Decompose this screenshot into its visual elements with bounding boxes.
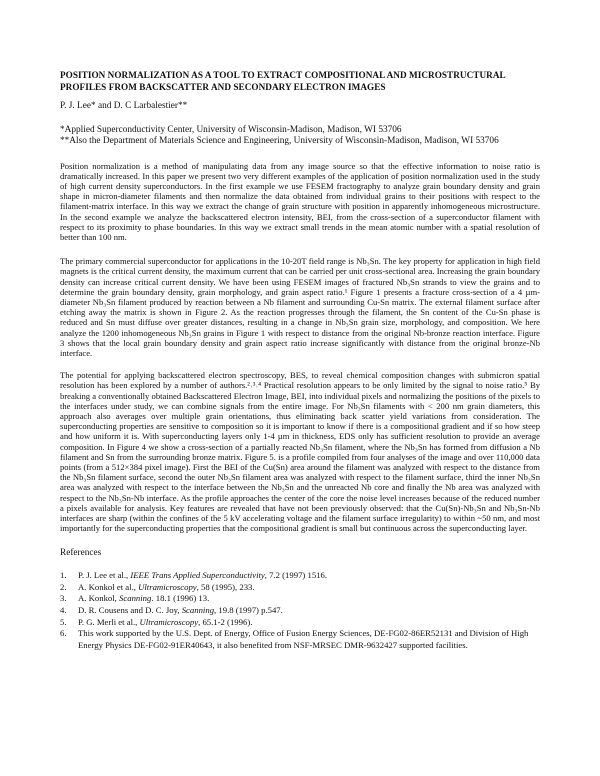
reference-journal: Ultramicroscopy: [138, 581, 197, 592]
author-line: P. J. Lee* and D. C Larbalestier**: [60, 101, 188, 111]
reference-item: [60, 593, 540, 604]
affiliation-2: **Also the Department of Materials Science and Engineering, University of Wisconsin-Madison, Madison, WI 53706: [60, 136, 499, 146]
reference-item: [60, 617, 540, 628]
reference-authors: P. G. Merli et al.,: [78, 616, 140, 627]
reference-acknowledgement: This work supported by the U.S. Dept. of Energy, Office of Fusion Energy Sciences, DE-FG02-86ER52131 and Division of High Energy Physics DE-FG02-91ER40643, it also benefited from NSF-MRSEC DMR-9632427 supported facilities.: [78, 628, 529, 650]
reference-details: , 58 (1995), 233.: [196, 581, 255, 592]
reference-item: [60, 628, 540, 650]
reference-number: 1.: [60, 569, 67, 580]
reference-journal: Scanning: [181, 605, 215, 616]
reference-item: [60, 582, 540, 593]
reference-number: 4.: [60, 605, 67, 616]
affiliation-1: *Applied Superconductivity Center, University of Wisconsin-Madison, Madison, WI 53706: [60, 124, 402, 135]
body-paragraph-2: The potential for applying backscattered electron spectroscopy, BES, to reveal chemical composition changes with submicron spatial resolution has been explored by a number of authors.²˒³˒⁴ Practical resolution appears to be only limited by the signal to noise ratio.⁵ By breaking a conventionally obtained Backscattered Electron Image, BEI, into individual pixels and normalizing the positions of the pixels to the interfaces under study, we can combine signals from the entire image. For Nb₃Sn filaments with < 200 nm grain diameters, this approach also averages over multiple grain orientations, thus eliminating back scatter yield variations from consideration. The superconducting properties are sensitive to composition so it is important to know if there is a compositional gradient and if so how steep and how uniform it is. With superconducting layers only 1-4 µm in thickness, EDS only has sufficient resolution to provide an average composition. In Figure 4 we show a cross-section of a partially reacted Nb₃Sn filament, where the Nb₃Sn has formed from diffusion a Nb filament and Sn from the surrounding bronze matrix. Figure 5. is a profile compiled from four analyses of the image and over 110,000 data points (from a 512×384 pixel image). First the BEI of the Cu(Sn) area around the filament was analyzed with respect to the distance from the Nb₃Sn filament surface, second the outer Nb₃Sn filament area was analyzed with respect to the filament surface, third the inner Nb₃Sn area was analyzed with respect to the interface between the Nb₃Sn and the unreacted Nb core and finally the Nb area was analyzed with respect to the Nb₃Sn-Nb interface. As the profile approaches the center of the core the noise level increases because of the reduced number a pixels available for analysis. Key features are revealed that have not been previously observed: that the Cu(Sn)-Nb₃Sn and Nb₃Sn-Nb interfaces are sharp (within the confines of the 5 kV accelerating voltage and the filament surface irregularity) to within ~50 nm, and most importantly for the superconducting properties that the compositional gradient is small but continuous across the superconducting layer.: [60, 370, 540, 534]
reference-details: . 18.1 (1996) 13.: [151, 593, 210, 604]
reference-details: , 7.2 (1997) 1516.: [264, 569, 328, 580]
abstract: Position normalization is a method of manipulating data from any image source so that the effective information to noise ratio is dramatically increased. In this paper we present two very different examples of the application of position normalization used in the study of high current density superconductors. In the first example we use FESEM fractography to analyze grain boundary density and grain shape in micron-diameter filaments and then normalize the data obtained from individual grains to their positions with respect to the filament-matrix interface. In this way we extract the change of grain structure with position in apparently inhomogeneous microstructure. In the second example we analyze the backscattered electron intensity, BEI, from the cross-section of a superconductor filament with respect to its proximity to phase boundaries. In this way we extract small trends in the mean atomic number with a spatial resolution of better than 100 nm.: [60, 160, 540, 242]
reference-number: 2.: [60, 581, 67, 592]
reference-authors: D. R. Cousens and D. C. Joy,: [78, 605, 182, 616]
paper-title: POSITION NORMALIZATION AS A TOOL TO EXTRACT COMPOSITIONAL AND MICROSTRUCTURAL PROFILES FROM BACKSCATTER AND SECONDARY ELECTRON IMAGES: [60, 70, 506, 92]
reference-number: 6.: [60, 628, 67, 639]
references-heading: References: [60, 548, 102, 559]
reference-journal: IEEE Trans Applied Superconductivity: [130, 569, 265, 580]
reference-journal: Ultramicroscopy: [139, 616, 199, 627]
reference-item: [60, 570, 540, 581]
reference-details: , 19.8 (1997) p.547.: [214, 605, 283, 616]
reference-journal: Scanning: [119, 593, 152, 604]
reference-authors: P. J. Lee et al.,: [78, 569, 131, 580]
reference-number: 3.: [60, 593, 67, 604]
reference-number: 5.: [60, 616, 67, 627]
affiliations: [60, 125, 540, 148]
body-text: [60, 256, 540, 533]
reference-authors: A. Konkol et al.,: [78, 581, 139, 592]
reference-authors: A. Konkol,: [78, 593, 120, 604]
reference-item: [60, 605, 540, 616]
reference-details: , 65.1-2 (1996).: [198, 616, 253, 627]
references-list: [60, 570, 540, 651]
body-paragraph-1: The primary commercial superconductor for applications in the 10-20T field range is Nb₃Sn. The key property for application in high field magnets is the critical current density, the maximum current that can be carried per unit cross-sectional area. Increasing the grain boundary density can increase critical current density. We have been using FESEM images of fractured Nb₃Sn strands to view the grains and to determine the grain boundary density, grain morphology, and grain aspect ratio.¹ Figure 1 presents a fracture cross-section of a 4 µm-diameter Nb₃Sn filament produced by reaction between a Nb filament and surrounding Cu-Sn matrix. The external filament surface after etching away the matrix is shown in Figure 2. As the reaction progresses through the filament, the Sn content of the Cu-Sn phase is reduced and Sn must diffuse over greater distances, resulting in a change in Nb₃Sn grain size, morphology, and composition. We here analyze the 1200 inhomogeneous Nb₃Sn grains in Figure 1 with respect to distance from the original Nb-bronze reaction interface. Figure 3 shows that the local grain boundary density and grain aspect ratio increase significantly with distance from the original bronze-Nb interface.: [60, 256, 540, 358]
paper-page: [60, 70, 540, 651]
